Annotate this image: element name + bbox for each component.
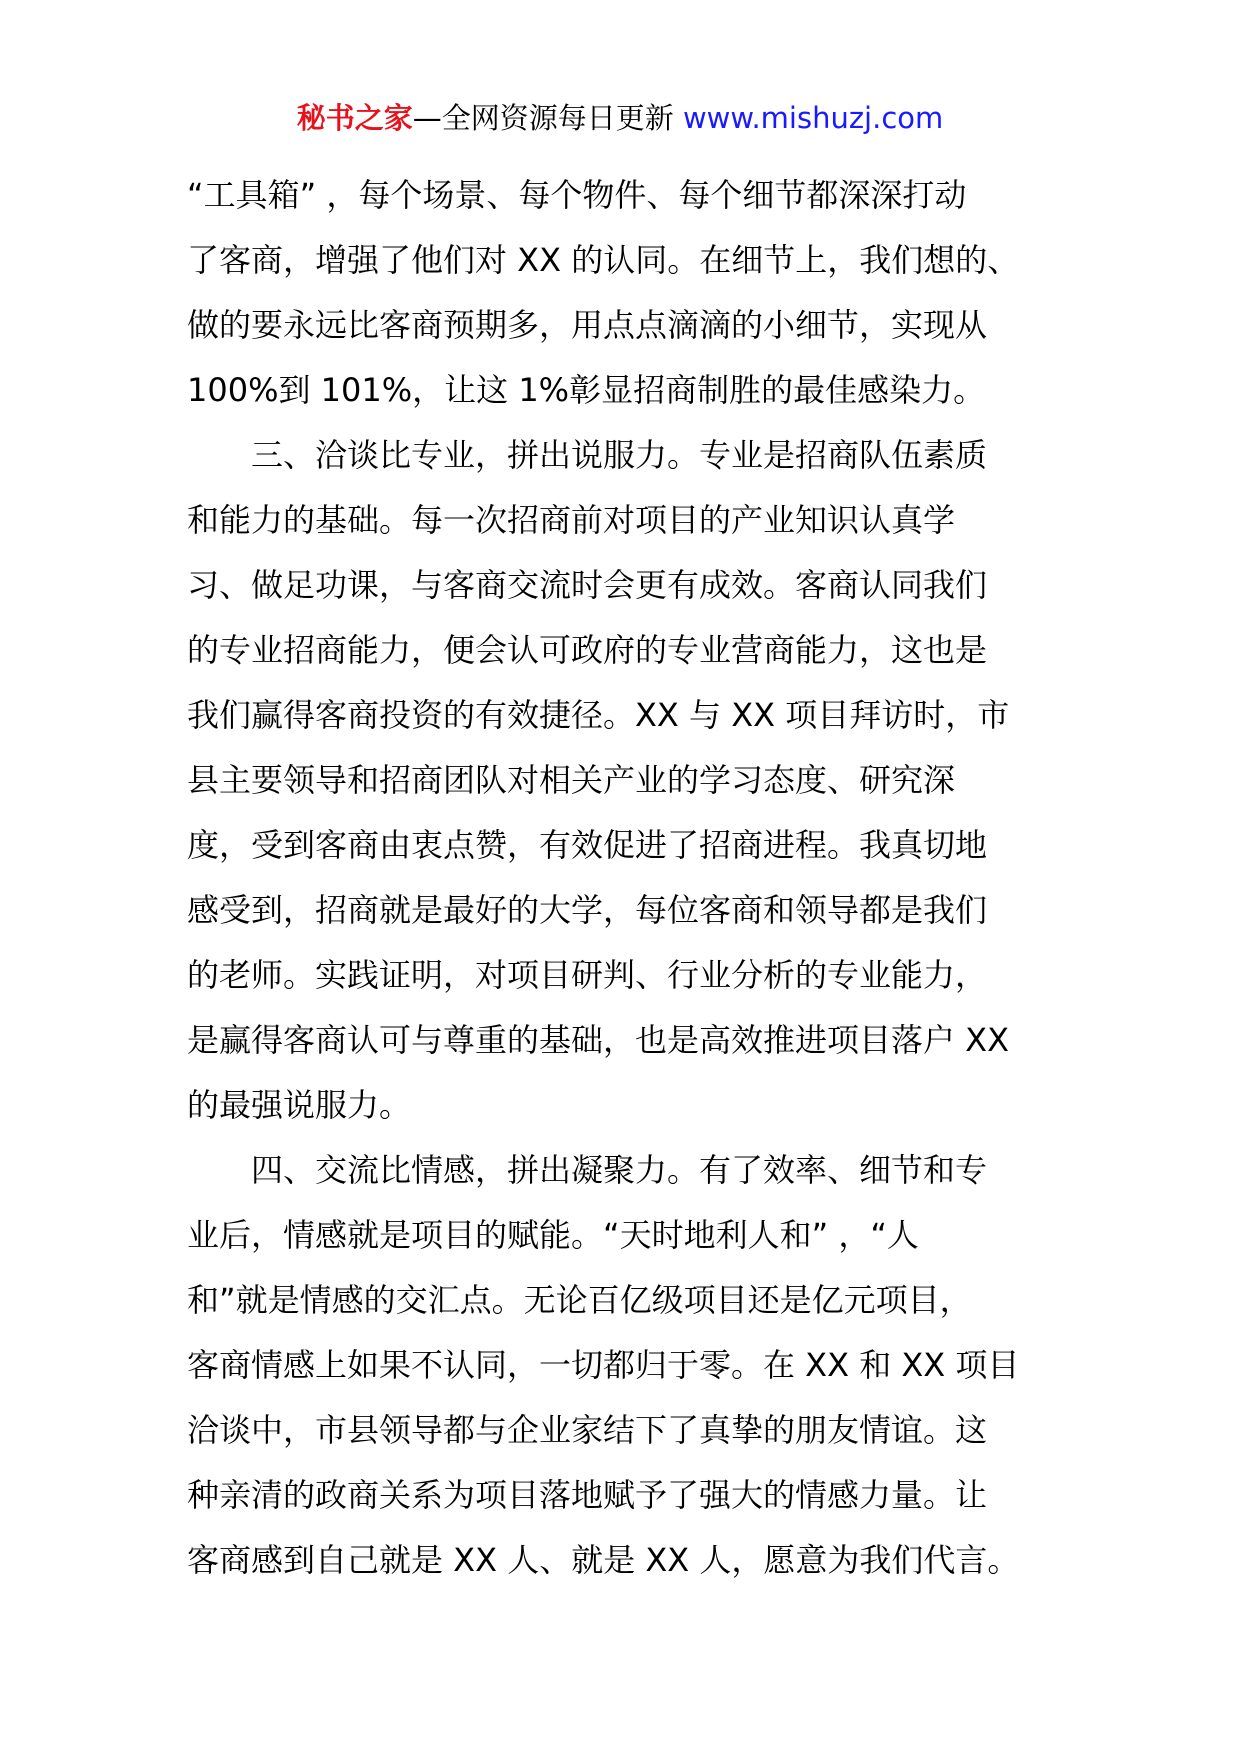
text-line: 洽谈中，市县领导都与企业家结下了真挚的朋友情谊。这 [187,1411,988,1449]
text-line: 和”就是情感的交汇点。无论百亿级项目还是亿元项目， [187,1281,972,1319]
document-body [187,163,1057,1593]
text-line: 感受到，招商就是最好的大学，每位客商和领导都是我们 [187,891,988,929]
text-line: 客商情感上如果不认同，一切都归于零。在 XX 和 XX 项目 [187,1346,1020,1384]
section-three-first-line: 三、洽谈比专业，拼出说服力。专业是招商队伍素质 [251,436,988,474]
text-line: 和能力的基础。每一次招商前对项目的产业知识认真学 [187,501,956,539]
text-line: 度，受到客商由衷点赞，有效促进了招商进程。我真切地 [187,826,988,864]
text-line: 业后，情感就是项目的赋能。“天时地利人和” ，“人 [187,1216,919,1254]
text-line: 客商感到自己就是 XX 人、就是 XX 人，愿意为我们代言。 [187,1541,1020,1579]
header-tagline: —全网资源每日更新 [412,101,674,135]
text-line: 的专业招商能力，便会认可政府的专业营商能力，这也是 [187,631,988,669]
text-line: 了客商，增强了他们对 XX 的认同。在细节上，我们想的、 [187,241,1020,279]
text-line: 的最强说服力。 [187,1086,412,1124]
brand-name: 秘书之家 [296,101,413,135]
text-line: 习、做足功课，与客商交流时会更有成效。客商认同我们 [187,566,988,604]
text-line: 县主要领导和招商团队对相关产业的学习态度、研究深 [187,761,956,799]
header-url-link[interactable]: www.mishuzj.com [682,101,944,135]
section-four-first-line: 四、交流比情感，拼出凝聚力。有了效率、细节和专 [251,1151,988,1189]
text-line: “工具箱” ，每个场景、每个物件、每个细节都深深打动 [187,176,967,214]
text-line: 种亲清的政商关系为项目落地赋予了强大的情感力量。让 [187,1476,988,1514]
text-line: 做的要永远比客商预期多，用点点滴滴的小细节，实现从 [187,306,988,344]
text-line: 我们赢得客商投资的有效捷径。XX 与 XX 项目拜访时，市 [187,696,1010,734]
text-line: 的老师。实践证明，对项目研判、行业分析的专业能力， [187,956,988,994]
page-header [0,98,1240,138]
text-line: 100%到 101%，让这 1%彰显招商制胜的最佳感染力。 [187,371,986,409]
text-line: 是赢得客商认可与尊重的基础，也是高效推进项目落户 XX [187,1021,1010,1059]
